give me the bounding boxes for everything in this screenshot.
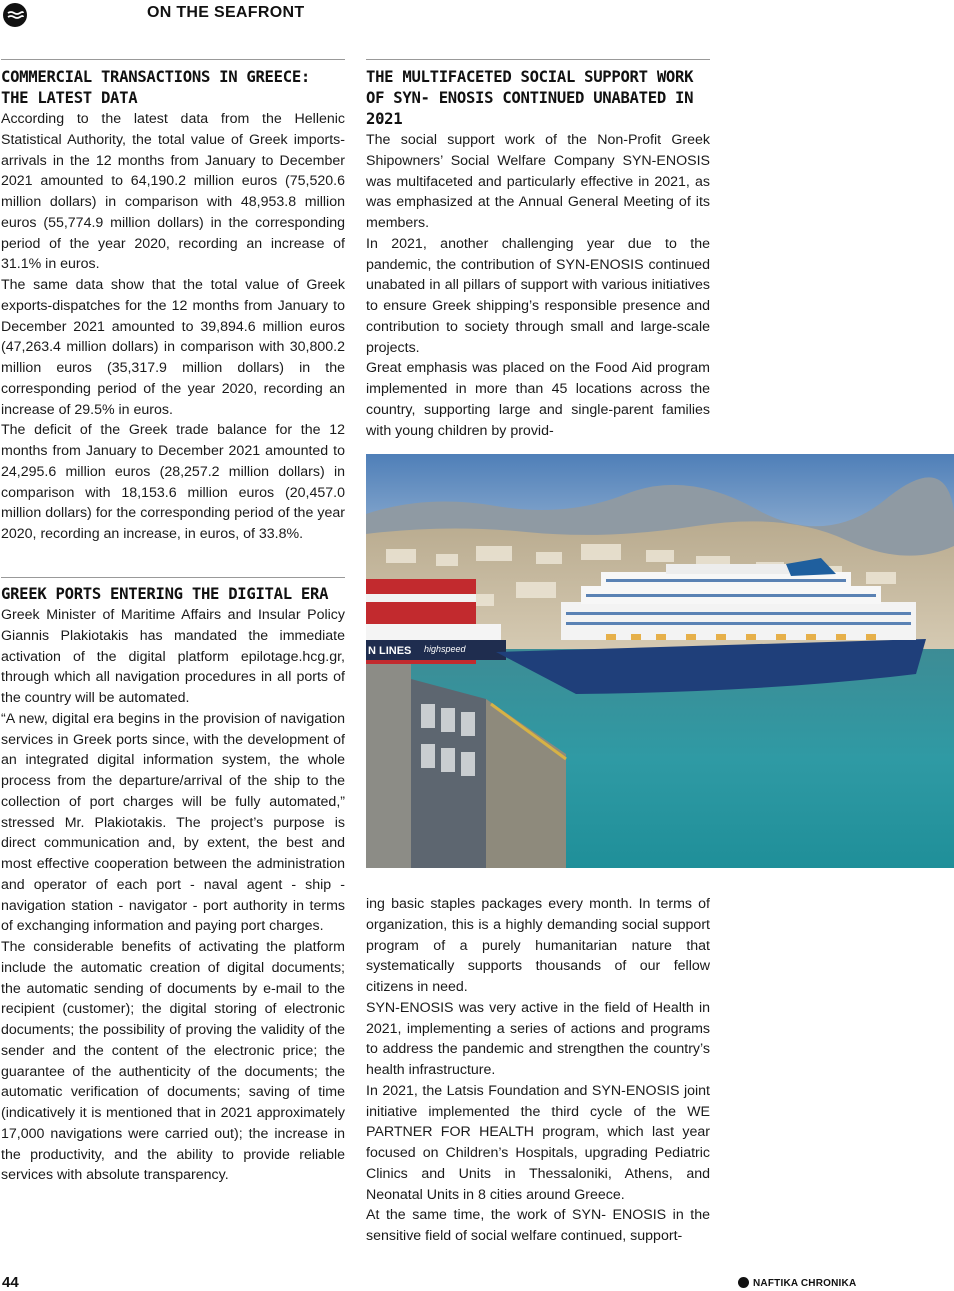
article-paragraph: The social support work of the Non-Profit Greek Shipowners’ Social Welfare Company SYN-ENOSIS was multifaceted and particularly effective in 2021, as was emphasized at the Annual General Meeting of its members. (366, 132, 710, 231)
brand-logo-icon (738, 1277, 749, 1288)
article-title: THE MULTIFACETED SOCIAL SUPPORT WORK OF SYN- ENOSIS CONTINUED UNABATED IN 2021 (366, 68, 694, 128)
ferry-highspeed-text: highspeed (424, 644, 466, 654)
brand-name: NAFTIKA CHRONIKA (753, 1278, 857, 1289)
article-syn-enosis-continued (366, 894, 710, 1247)
article-paragraph: In 2021, another challenging year due to the pandemic, the contribution of SYN-ENOSIS continued unabated in all pillars of support with various initiatives to ensure Greek shipping’s responsible presence and contribution to society through small and large-scale projects. (366, 235, 710, 356)
footer-brand (738, 1277, 856, 1289)
article-paragraph: The considerable benefits of activating the platform include the automatic creation of digital documents; the automatic sending of documents by e-mail to the recipient (customer); the digital storing of electronic documents; the possibility of proving the validity of the sender and the content of the electronic price; the guarantee of the authenticity of the documents; the automatic verification of documents; saving of time (indicatively it is mentioned that in 2021 approximately 17,000 navigations were carried out); the increase in the productivity, and the ability to provide reliable services with absolute transparency. (1, 939, 345, 1184)
harbor-cruise-ship-photo (366, 454, 954, 868)
article-paragraph: ing basic staples packages every month. In terms of organization, this is a highly demanding social support program of a purely humanitarian nature that systematically supports thousands of our fellow citizens in need. (366, 896, 710, 995)
article-paragraph: According to the latest data from the Hellenic Statistical Authority, the total value of Greek imports-arrivals in the 12 months from January to December 2021 amounted to 64,190.2 million euros (75,520.6 million dollars) in comparison with 48,953.8 million euros (55,774.9 million dollars) in the corresponding period of the year 2020, recording an increase of 31.1% in euros. (1, 111, 345, 273)
article-paragraph: Great emphasis was placed on the Food Aid program implemented in more than 45 locations across the country, supporting large and single-parent families with young children by provid- (366, 360, 710, 439)
article-paragraph: In 2021, the Latsis Foundation and SYN-ENOSIS joint initiative implemented the third cycle of the WE PARTNER FOR HEALTH program, which last year focused on Children’s Hospitals, upgrading Pediatric Clinics and Units in Thessaloniki, Athens, and Neonatal Units in 8 cities around Greece. (366, 1082, 710, 1203)
article-syn-enosis (366, 59, 710, 441)
article-commercial-transactions (1, 59, 345, 545)
ferry-name-text: N LINES (368, 645, 412, 657)
section-title: ON THE SEAFRONT (147, 4, 305, 21)
article-paragraph: SYN-ENOSIS was very active in the field of Health in 2021, implementing a series of actions and programs to address the pandemic and strengthen the country’s health infrastructure. (366, 999, 710, 1078)
article-paragraph: “A new, digital era begins in the provision of navigation services in Greek ports since, with the development of an integrated digital information system, the whole process from the departure/arrival of the ship to the collection of port charges will be fully automated,” stressed Mr. Plakiotakis. The project’s purpose is direct communication and, by extent, the best and most effective cooperation between the administration and operator of each port - naval agent - ship - navigation station - navigator - port authority in terms of exchanging information and paying port charges. (1, 710, 345, 935)
article-title: COMMERCIAL TRANSACTIONS IN GREECE: THE LATEST DATA (1, 68, 311, 107)
article-paragraph: The same data show that the total value of Greek exports-dispatches for the 12 months from January to December 2021 amounted to 39,894.6 million euros (47,263.4 million dollars) in comparison with 30,800.2 million euros (35,317.9 million dollars) in the corresponding period of the year 2020, recording an increase of 29.5% in euros. (1, 277, 345, 418)
article-greek-ports-digital (1, 577, 345, 1186)
article-paragraph: Greek Minister of Maritime Affairs and Insular Policy Giannis Plakiotakis has mandated the immediate activation of the digital platform epilotage.hcg.gr, through which all navigation procedures in all ports of the country will be automated. (1, 607, 345, 706)
article-paragraph: At the same time, the work of SYN- ENOSIS in the sensitive field of social welfare continued, support- (366, 1207, 710, 1244)
page-header (0, 0, 954, 30)
article-paragraph: The deficit of the Greek trade balance for the 12 months from January to December 2021 amounted to 24,295.6 million euros (28,257.2 million dollars) in comparison with 18,153.6 million euros (20,457.0 million dollars) for the corresponding period of the year 2020, recording an increase, in euros, of 33.8%. (1, 422, 345, 542)
article-title: GREEK PORTS ENTERING THE DIGITAL ERA (1, 585, 329, 603)
page-number: 44 (2, 1274, 19, 1291)
waves-logo-icon (3, 3, 27, 27)
